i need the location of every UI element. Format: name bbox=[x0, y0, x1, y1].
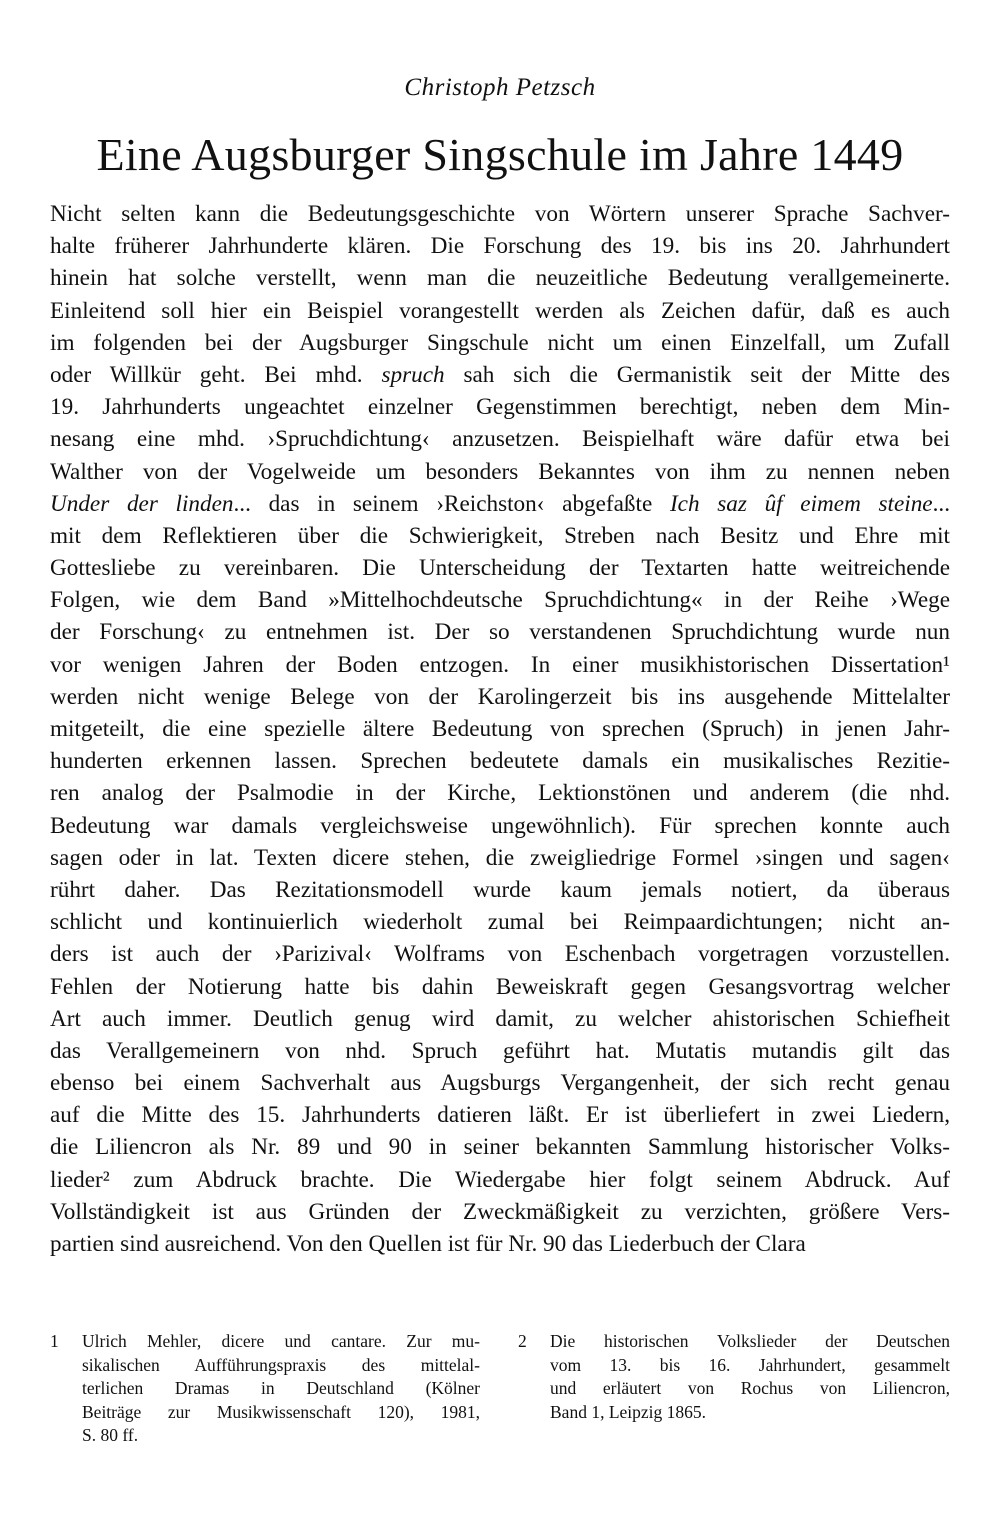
footnote-line: S. 80 ff. bbox=[82, 1425, 139, 1445]
body-line: schlicht und kontinuierlich wiederholt zumal bei Reimpaardichtungen; nicht an- bbox=[50, 909, 950, 936]
body-line: Walther von der Vogelweide um besonders Bekanntes von ihm zu nennen neben bbox=[50, 458, 950, 485]
body-line: Art auch immer. Deutlich genug wird damit, zu welcher ahistorischen Schiefheit bbox=[50, 1005, 950, 1032]
body-line: vor wenigen Jahren der Boden entzogen. In einer musikhistorischen Dissertation¹ bbox=[50, 651, 950, 678]
body-line: Fehlen der Notierung hatte bis dahin Beweiskraft gegen Gesangsvortrag welcher bbox=[50, 973, 950, 1000]
body-line: hinein hat solche verstellt, wenn man die neuzeitliche Bedeutung verallgemeinerte. bbox=[50, 265, 950, 292]
body-line: ders ist auch der ›Parizival‹ Wolframs von Eschenbach vorgetragen vorzustellen. bbox=[50, 941, 950, 968]
footnote-text bbox=[82, 1330, 480, 1448]
body-line: werden nicht wenige Belege von der Karolingerzeit bis ins ausgehende Mittelalter bbox=[50, 683, 950, 710]
body-line: nesang eine mhd. ›Spruchdichtung‹ anzusetzen. Beispielhaft wäre dafür etwa bei bbox=[50, 426, 950, 453]
author-name: Christoph Petzsch bbox=[404, 74, 596, 101]
body-line: der Forschung‹ zu entnehmen ist. Der so verstandenen Spruchdichtung wurde nun bbox=[50, 619, 950, 646]
footnote-line: sikalischen Aufführungspraxis des mittelal- bbox=[82, 1354, 480, 1375]
body-line: lieder² zum Abdruck brachte. Die Wiedergabe hier folgt seinem Abdruck. Auf bbox=[50, 1166, 950, 1193]
footnote-number: 2 bbox=[518, 1331, 527, 1351]
footnote-text bbox=[550, 1330, 950, 1424]
footnote-line: und erläutert von Rochus von Liliencron, bbox=[550, 1378, 950, 1398]
body-line: im folgenden bei der Augsburger Singschule nicht um einen Einzelfall, um Zufall bbox=[50, 329, 950, 356]
body-line: mitgeteilt, die eine spezielle ältere Bedeutung von sprechen (Spruch) in jenen Jahr- bbox=[50, 716, 950, 742]
article-title: Eine Augsburger Singschule im Jahre 1449 bbox=[96, 129, 904, 180]
footnote-number: 1 bbox=[50, 1331, 59, 1351]
body-line: mit dem Reflektieren über die Schwierigkeit, Streben nach Besitz und Ehre mit bbox=[50, 522, 950, 549]
body-line: sagen oder in lat. Texten dicere stehen, die zweigliedrige Formel ›singen und sagen‹ bbox=[50, 844, 950, 871]
footnote-line: Band 1, Leipzig 1865. bbox=[550, 1401, 707, 1422]
body-line: ren analog der Psalmodie in der Kirche, Lektionstönen und anderem (die nhd. bbox=[50, 780, 950, 807]
body-line: 19. Jahrhunderts ungeachtet einzelner Gegenstimmen berechtigt, neben dem Min- bbox=[50, 394, 950, 421]
body-line: ebenso bei einem Sachverhalt aus Augsburgs Vergangenheit, der sich recht genau bbox=[50, 1070, 950, 1097]
footnote-line: Beiträge zur Musikwissenschaft 120), 1981, bbox=[82, 1401, 480, 1422]
body-line: Einleitend soll hier ein Beispiel vorangestellt werden als Zeichen dafür, daß es auch bbox=[50, 297, 950, 324]
body-line: Bedeutung war damals vergleichsweise ungewöhnlich). Für sprechen konnte auch bbox=[50, 812, 950, 839]
body-line: die Liliencron als Nr. 89 und 90 in seiner bekannten Sammlung historischer Volks- bbox=[50, 1134, 950, 1161]
body-line: hunderten erkennen lassen. Sprechen bedeutete damals ein musikalisches Rezitie- bbox=[50, 748, 950, 775]
body-line: Folgen, wie dem Band »Mittelhochdeutsche Spruchdichtung« in der Reihe ›Wege bbox=[50, 587, 950, 614]
footnote-line: vom 13. bis 16. Jahrhundert, gesammelt bbox=[550, 1354, 950, 1375]
body-text bbox=[50, 198, 950, 1260]
body-line: auf die Mitte des 15. Jahrhunderts datieren läßt. Er ist überliefert in zwei Liedern, bbox=[50, 1102, 950, 1129]
body-line: Nicht selten kann die Bedeutungsgeschichte von Wörtern unserer Sprache Sachver- bbox=[50, 201, 950, 227]
body-line: partien sind ausreichend. Von den Quellen ist für Nr. 90 das Liederbuch der Clara bbox=[50, 1231, 806, 1257]
footnote-line: Ulrich Mehler, dicere und cantare. Zur mu- bbox=[82, 1331, 480, 1351]
body-line: das Verallgemeinern von nhd. Spruch geführt hat. Mutatis mutandis gilt das bbox=[50, 1037, 950, 1064]
body-line: rührt daher. Das Rezitationsmodell wurde kaum jemals notiert, da überaus bbox=[50, 876, 950, 903]
footnote-line: Die historischen Volkslieder der Deutschen bbox=[550, 1331, 950, 1351]
body-line: oder Willkür geht. Bei mhd. spruch sah sich die Germanistik seit der Mitte des bbox=[50, 361, 950, 388]
body-line: Gottesliebe zu vereinbaren. Die Unterscheidung der Textarten hatte weitreichende bbox=[50, 555, 950, 582]
footnote-line: terlichen Dramas in Deutschland (Kölner bbox=[82, 1378, 480, 1398]
body-line: Vollständigkeit ist aus Gründen der Zweckmäßigkeit zu verzichten, größere Vers- bbox=[50, 1198, 950, 1225]
body-line: Under der linden... das in seinem ›Reichston‹ abgefaßte Ich saz ûf eimem steine... bbox=[50, 490, 950, 517]
body-line: halte früherer Jahrhunderte klären. Die Forschung des 19. bis ins 20. Jahrhundert bbox=[50, 233, 950, 260]
